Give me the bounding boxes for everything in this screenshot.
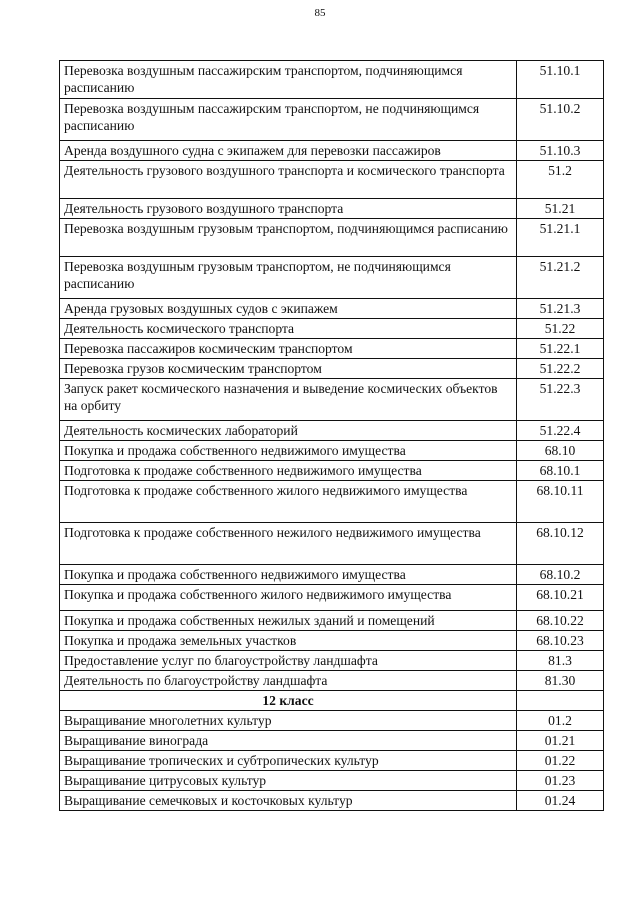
activity-name: Аренда грузовых воздушных судов с экипажем [60, 299, 517, 319]
table-row [60, 611, 604, 631]
activity-code: 51.22.1 [517, 339, 604, 359]
activity-code [517, 691, 604, 711]
table-row [60, 565, 604, 585]
page-number: 85 [314, 7, 326, 19]
activity-code: 51.22.4 [517, 421, 604, 441]
activity-name: Деятельность по благоустройству ландшафта [60, 671, 517, 691]
activity-code: 51.10.2 [517, 99, 604, 141]
table-row [60, 199, 604, 219]
activity-name: Покупка и продажа собственного недвижимого имущества [60, 441, 517, 461]
activity-name: Подготовка к продаже собственного жилого недвижимого имущества [60, 481, 517, 523]
activity-code: 51.2 [517, 161, 604, 199]
activity-name: Выращивание многолетних культур [60, 711, 517, 731]
table-row [60, 421, 604, 441]
table-row [60, 585, 604, 611]
table-row [60, 339, 604, 359]
activity-code: 01.23 [517, 771, 604, 791]
table-row [60, 671, 604, 691]
table-row [60, 379, 604, 421]
activity-code: 51.22.3 [517, 379, 604, 421]
activity-name: Деятельность космического транспорта [60, 319, 517, 339]
activity-name: Перевозка воздушным грузовым транспортом, не подчиняющимся расписанию [60, 257, 517, 299]
table-row [60, 61, 604, 99]
table-body [60, 61, 604, 811]
classification-table [59, 60, 604, 811]
activity-code: 68.10.11 [517, 481, 604, 523]
table-row [60, 751, 604, 771]
activity-name: Перевозка пассажиров космическим транспортом [60, 339, 517, 359]
activity-code: 51.21.1 [517, 219, 604, 257]
activity-code: 51.22.2 [517, 359, 604, 379]
table-row [60, 791, 604, 811]
activity-code: 68.10.12 [517, 523, 604, 565]
activity-code: 51.21.3 [517, 299, 604, 319]
activity-code: 68.10.22 [517, 611, 604, 631]
table-row [60, 141, 604, 161]
activity-name: Покупка и продажа земельных участков [60, 631, 517, 651]
table-row [60, 359, 604, 379]
activity-name: Выращивание семечковых и косточковых культур [60, 791, 517, 811]
activity-code: 51.10.3 [517, 141, 604, 161]
activity-name: Перевозка грузов космическим транспортом [60, 359, 517, 379]
activity-name: Выращивание тропических и субтропических культур [60, 751, 517, 771]
activity-name: Покупка и продажа собственного недвижимого имущества [60, 565, 517, 585]
activity-name: Деятельность грузового воздушного транспорта и космического транспорта [60, 161, 517, 199]
activity-code: 68.10 [517, 441, 604, 461]
table-row [60, 461, 604, 481]
activity-name: Подготовка к продаже собственного нежилого недвижимого имущества [60, 523, 517, 565]
activity-name: Покупка и продажа собственного жилого недвижимого имущества [60, 585, 517, 611]
table-row [60, 161, 604, 199]
activity-code: 81.30 [517, 671, 604, 691]
activity-code: 01.22 [517, 751, 604, 771]
table-row [60, 319, 604, 339]
activity-code: 01.24 [517, 791, 604, 811]
activity-code: 51.22 [517, 319, 604, 339]
table-row [60, 523, 604, 565]
activity-code: 01.21 [517, 731, 604, 751]
table-row [60, 441, 604, 461]
activity-name: Подготовка к продаже собственного недвижимого имущества [60, 461, 517, 481]
table-row [60, 219, 604, 257]
activity-code: 51.21 [517, 199, 604, 219]
activity-name: Деятельность грузового воздушного транспорта [60, 199, 517, 219]
activity-name: Перевозка воздушным грузовым транспортом, подчиняющимся расписанию [60, 219, 517, 257]
table-row [60, 771, 604, 791]
activity-name: Перевозка воздушным пассажирским транспортом, подчиняющимся расписанию [60, 61, 517, 99]
activity-code: 68.10.21 [517, 585, 604, 611]
activity-name: Запуск ракет космического назначения и выведение космических объектов на орбиту [60, 379, 517, 421]
activity-name: Перевозка воздушным пассажирским транспортом, не подчиняющимся расписанию [60, 99, 517, 141]
table-row [60, 481, 604, 523]
activity-name: Выращивание цитрусовых культур [60, 771, 517, 791]
section-title: 12 класс [60, 691, 517, 711]
activity-name: Предоставление услуг по благоустройству ландшафта [60, 651, 517, 671]
section-header-row [60, 691, 604, 711]
table-row [60, 711, 604, 731]
activity-code: 68.10.2 [517, 565, 604, 585]
table-row [60, 257, 604, 299]
activity-name: Выращивание винограда [60, 731, 517, 751]
activity-code: 01.2 [517, 711, 604, 731]
table-row [60, 651, 604, 671]
table-row [60, 99, 604, 141]
table-row [60, 299, 604, 319]
table-row [60, 731, 604, 751]
activity-code: 51.10.1 [517, 61, 604, 99]
activity-code: 51.21.2 [517, 257, 604, 299]
activity-name: Аренда воздушного судна с экипажем для перевозки пассажиров [60, 141, 517, 161]
activity-name: Покупка и продажа собственных нежилых зданий и помещений [60, 611, 517, 631]
table-row [60, 631, 604, 651]
activity-code: 81.3 [517, 651, 604, 671]
activity-code: 68.10.1 [517, 461, 604, 481]
activity-name: Деятельность космических лабораторий [60, 421, 517, 441]
activity-code: 68.10.23 [517, 631, 604, 651]
